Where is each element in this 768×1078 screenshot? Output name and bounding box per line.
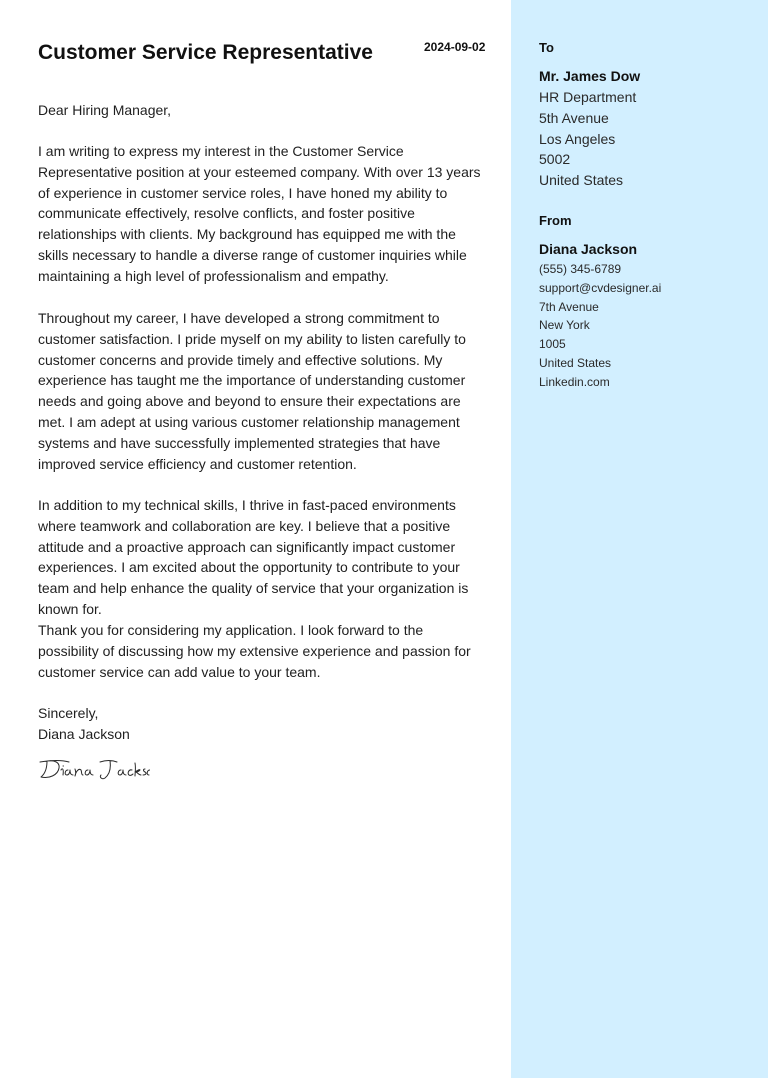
recipient-name: Mr. James Dow xyxy=(539,68,641,84)
paragraph-experience: Throughout my career, I have developed a strong commitment to customer satisfaction. I pride myself on my ability to listen carefully to customer concerns and provide timely and effective solutions. My experience has taught me the importance of understanding customer needs and going above and beyond to ensure their expectations are met. I am adept at using various customer relationship management systems and have successfully implemented strategies that have improved service efficiency and customer retention. xyxy=(38,310,466,472)
sender-contact xyxy=(539,260,661,392)
recipient-department: HR Department xyxy=(539,89,637,105)
sender-country: United States xyxy=(539,355,612,370)
sender-phone: (555) 345-6789 xyxy=(539,262,622,276)
closing-phrase: Sincerely, xyxy=(38,705,99,721)
paragraph-skills: In addition to my technical skills, I thrive in fast-paced environments where teamwork and collaboration are key. I believe that a positive attitude and a proactive approach can significantly impact customer experiences. I am excited about the opportunity to contribute to your team and help enhance the quality of service that your organization is known for. xyxy=(38,497,469,617)
letter-date: 2024-09-02 xyxy=(424,40,486,54)
from-heading: From xyxy=(539,213,572,228)
recipient-zip: 5002 xyxy=(539,151,571,168)
sender-name-typed: Diana Jackson xyxy=(38,725,130,742)
sender-zip: 1005 xyxy=(539,337,566,352)
recipient-city: Los Angeles xyxy=(539,130,616,147)
sender-street: 7th Avenue xyxy=(539,299,599,314)
paragraph-thanks: Thank you for considering my application. I look forward to the possibility of discussing how my extensive experience and passion for customer service can add value to your team. xyxy=(38,622,471,680)
paragraph-intro: I am writing to express my interest in the Customer Service Representative position at your esteemed company. With over 13 years of experience in customer service roles, I have honed my ability to communicate effectively, resolve conflicts, and foster positive relationships with clients. My background has equipped me with the skills necessary to handle a diverse range of customer inquiries while maintaining a high level of professionalism and empathy. xyxy=(38,143,481,284)
sender-website: Linkedin.com xyxy=(539,374,610,389)
contact-sidebar xyxy=(511,0,768,1078)
greeting: Dear Hiring Manager, xyxy=(38,102,172,118)
sender-name: Diana Jackson xyxy=(539,241,638,257)
recipient-street: 5th Avenue xyxy=(539,109,609,126)
sender-email: support@cvdesigner.ai xyxy=(539,280,662,295)
closing-block xyxy=(38,703,130,745)
to-heading: To xyxy=(539,40,554,55)
handwritten-signature xyxy=(38,756,150,782)
recipient-country: United States xyxy=(539,172,624,189)
recipient-address xyxy=(539,87,636,191)
job-title: Customer Service Representative xyxy=(38,41,373,64)
sender-city: New York xyxy=(539,318,590,333)
